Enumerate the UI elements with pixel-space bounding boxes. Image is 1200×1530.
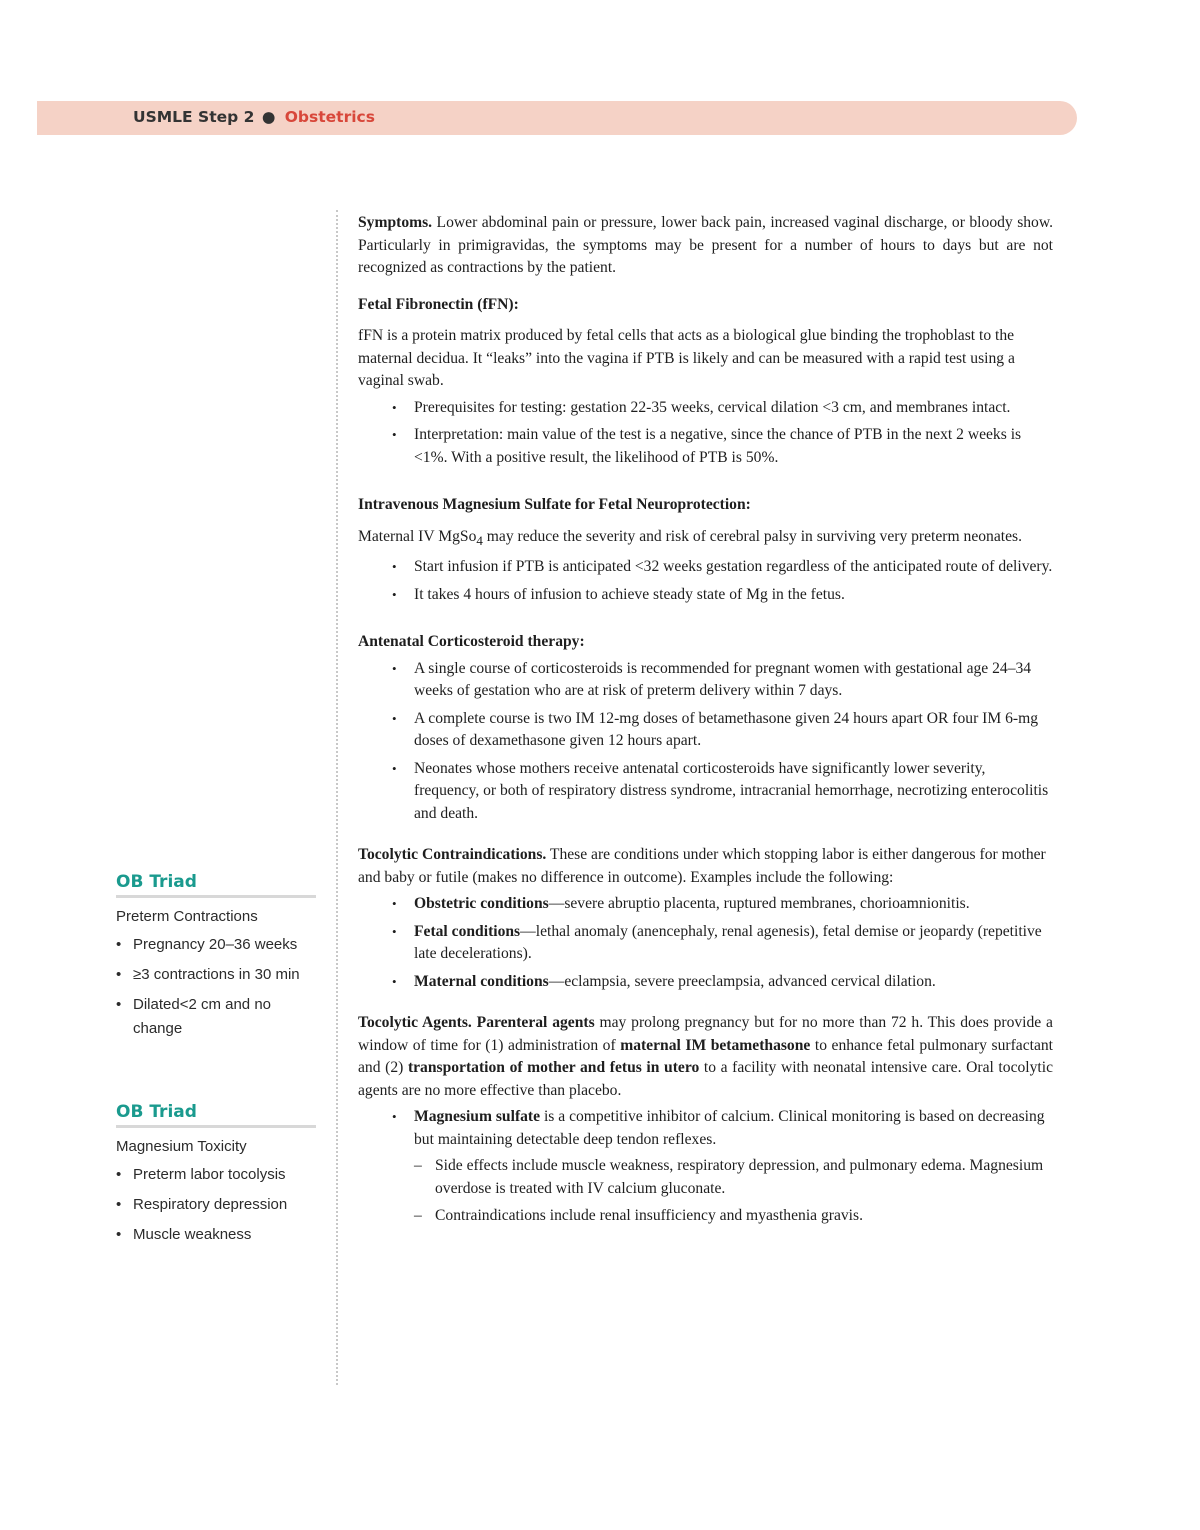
ffn-bullet: • Prerequisites for testing: gestation 22-35 weeks, cervical dilation <3 cm, and membranes intact. xyxy=(358,397,1053,420)
agents-bold-2: maternal IM betamethasone xyxy=(620,1036,811,1054)
bullet-bold-lead: Obstetric conditions xyxy=(414,895,549,913)
steroids-heading: Antenatal Corticosteroid therapy: xyxy=(358,633,585,651)
main-text-column xyxy=(358,212,1053,1233)
magnesium-sulfate-text: is a competitive inhibitor of calcium. Clinical monitoring is based on decreasing but maintaining detectable deep tendon reflexes. xyxy=(414,1108,1045,1148)
magnesium-dash-item: – Side effects include muscle weakness, respiratory depression, and pulmonary edema. Magnesium overdose is treated with IV calcium gluconate. xyxy=(414,1155,1053,1200)
mgso4-paragraph xyxy=(358,526,1053,553)
magnesium-dash-item: – Contraindications include renal insufficiency and myasthenia gravis. xyxy=(414,1205,1053,1228)
bullet-bold-lead: Maternal conditions xyxy=(414,972,549,990)
sidebar-box-preterm-contractions xyxy=(116,872,316,1047)
bullet-text: —severe abruptio placenta, ruptured membranes, chorioamnionitis. xyxy=(548,895,970,913)
sidebar-box-subtitle: Magnesium Toxicity xyxy=(116,1138,247,1155)
steroids-bullet: • Neonates whose mothers receive antenatal corticosteroids have significantly lower severity, frequency, or both of respiratory distress syndrome, intracranial hemorrhage, necrotizing enterocolitis and death. xyxy=(358,758,1053,826)
sidebar-list-item: • Dilated<2 cm and no change xyxy=(116,993,316,1041)
mgso4-bullet-list xyxy=(358,556,1053,606)
header-section-title: Obstetrics xyxy=(284,108,375,126)
sidebar-box-subtitle: Preterm Contractions xyxy=(116,908,258,925)
sidebar-box-title: OB Triad xyxy=(116,1102,316,1128)
contraindications-label: Tocolytic Contraindications. xyxy=(358,846,547,864)
mgso4-text-end: may reduce the severity and risk of cerebral palsy in surviving very preterm neonates. xyxy=(482,527,1022,545)
bullet-text: —lethal anomaly (anencephaly, renal agenesis), fetal demise or jeopardy (repetitive late decelerations). xyxy=(414,922,1042,963)
steroids-bullet-list xyxy=(358,658,1053,826)
sidebar-list xyxy=(116,1163,316,1247)
magnesium-sulfate-bullet xyxy=(358,1106,1053,1228)
steroids-bullet: • A single course of corticosteroids is recommended for pregnant women with gestational age 24–34 weeks of gestation who are at risk of preterm delivery within 7 days. xyxy=(358,658,1053,703)
tocolytic-agents-bullet-list xyxy=(358,1106,1053,1228)
symptoms-paragraph xyxy=(358,212,1053,280)
sidebar-list-item: • Respiratory depression xyxy=(116,1193,316,1217)
sidebar-list-item: • Pregnancy 20–36 weeks xyxy=(116,933,316,957)
agents-bold-3: transportation of mother and fetus in utero xyxy=(407,1059,700,1077)
magnesium-sulfate-label: Magnesium sulfate xyxy=(414,1108,541,1126)
header-book-title: USMLE Step 2 xyxy=(133,108,255,126)
sidebar-list-item: • ≥3 contractions in 30 min xyxy=(116,963,316,987)
mgso4-bullet: • Start infusion if PTB is anticipated <32 weeks gestation regardless of the anticipated route of delivery. xyxy=(358,556,1053,579)
mgso4-text-start: Maternal IV MgSo xyxy=(358,527,477,545)
contraindications-text: These are conditions under which stopping labor is either dangerous for mother and baby or futile (makes no difference in outcome). Examples include the following: xyxy=(358,846,1046,886)
agents-text-3: to a facility with neonatal intensive care. Oral tocolytic agents are no more effective than placebo. xyxy=(358,1059,1053,1099)
running-header xyxy=(37,101,1077,135)
agents-text-1: may prolong pregnancy but for no more than 72 h. This does provide a window of time for (1) administration of xyxy=(358,1014,1053,1054)
ffn-heading: Fetal Fibronectin (fFN): xyxy=(358,295,519,313)
contraindications-paragraph xyxy=(358,844,1053,889)
bullet-bold-lead: Fetal conditions xyxy=(414,922,521,940)
steroids-bullet: • A complete course is two IM 12-mg doses of betamethasone given 24 hours apart OR four IM 6-mg doses of dexamethasone given 12 hours apart. xyxy=(358,708,1053,753)
bullet-text: —eclampsia, severe preeclampsia, advanced cervical dilation. xyxy=(548,972,936,990)
mgso4-subscript: 4 xyxy=(476,532,483,548)
tocolytic-agents-paragraph xyxy=(358,1012,1053,1102)
magnesium-dash-list xyxy=(414,1155,1053,1228)
header-text xyxy=(133,108,375,126)
contraindications-bullet-list xyxy=(358,893,1053,993)
contraindications-bullet xyxy=(358,971,1053,994)
sidebar-list-item: • Muscle weakness xyxy=(116,1223,316,1247)
symptoms-label: Symptoms. xyxy=(358,214,433,231)
contraindications-bullet xyxy=(358,921,1053,966)
sidebar-box-title: OB Triad xyxy=(116,872,316,898)
column-divider xyxy=(336,210,338,1385)
sidebar-box-magnesium-toxicity xyxy=(116,1102,316,1253)
contraindications-bullet xyxy=(358,893,1053,916)
agents-bold-1: Parenteral agents xyxy=(476,1014,595,1032)
mgso4-heading: Intravenous Magnesium Sulfate for Fetal Neuroprotection: xyxy=(358,496,751,513)
ffn-bullet: • Interpretation: main value of the test is a negative, since the chance of PTB in the next 2 weeks is <1%. With a positive result, the likelihood of PTB is 50%. xyxy=(358,424,1053,469)
mgso4-bullet: • It takes 4 hours of infusion to achieve steady state of Mg in the fetus. xyxy=(358,584,1053,607)
tocolytic-agents-label: Tocolytic Agents. xyxy=(358,1014,472,1032)
sidebar-list xyxy=(116,933,316,1041)
symptoms-text: Lower abdominal pain or pressure, lower back pain, increased vaginal discharge, or bloody show. Particularly in primigravidas, the symptoms may be present for a number of hours to days but are not recognized as contractions by the patient. xyxy=(358,214,1053,276)
sidebar-list-item: • Preterm labor tocolysis xyxy=(116,1163,316,1187)
ffn-paragraph: fFN is a protein matrix produced by fetal cells that acts as a biological glue binding the trophoblast to the maternal decidua. It “leaks” into the vagina if PTB is likely and can be measured with a rapid test using a vaginal swab. xyxy=(358,327,1015,389)
agents-text-2: to enhance fetal pulmonary surfactant and (2) xyxy=(358,1036,1053,1077)
header-separator: ● xyxy=(261,108,276,126)
ffn-bullet-list xyxy=(358,397,1053,470)
